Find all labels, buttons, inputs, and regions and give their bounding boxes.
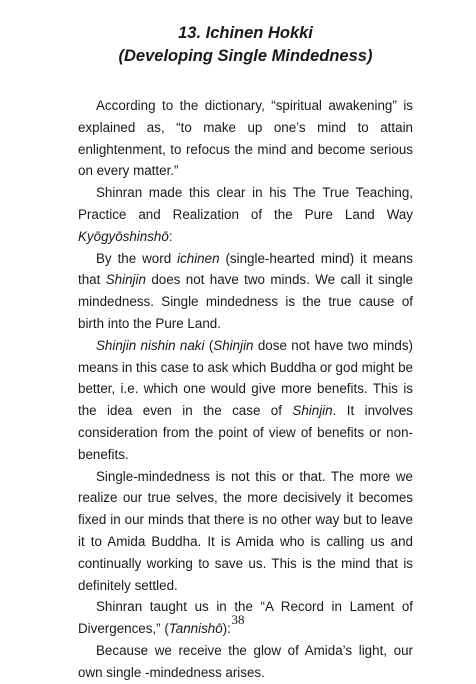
paragraph-7: Because we receive the glow of Amida’s light, our own single -mindedness arises. [78,642,413,680]
term-shinjin-3: Shinjin [292,403,333,419]
paragraph-3-text-b: (single-hearted mind) it means that [78,250,413,288]
paragraph-3 [78,248,413,335]
paragraph-1: According to the dictionary, “spiritual awakening” is explained as, “to make up one’s mind to attain enlightenment, to refocus the mind and become serious on every matter.” [78,98,413,179]
page-content [78,22,413,684]
paragraph-6-text-a: Shinran taught us in the “A Record in Lament of Divergences,” ( [78,599,413,637]
paragraph-4 [78,335,413,466]
book-title-kyogyoshinsho: Kyōgyōshinshō [78,228,169,244]
term-shinjin-2: Shinjin [213,337,254,353]
chapter-title-line-1: 13. Ichinen Hokki [178,24,313,42]
paragraph-4-text-c: . It involves consideration from the point of view of benefits or non-benefits. [78,403,413,462]
page-number: 38 [231,612,245,627]
term-ichinen: ichinen [177,250,220,266]
book-title-tannisho: Tannishō [168,621,223,637]
term-shinjin: Shinjin [105,272,146,288]
paragraph-3-text-c: does not have two minds. We call it single mindedness. Single mindedness is the true cause of birth into the Pure Land. [78,272,413,331]
paragraph-2 [78,182,413,247]
phrase-shinjin-nishin-naki: Shinjin nishin naki [96,337,205,353]
paragraph-4-text-b: dose not have two minds) means in this case to ask which Buddha or god might be better, i.e. which one would give more benefits. This is the idea even in the case of [78,337,413,419]
paragraph-2-colon: : [168,228,173,244]
paragraph-5: Single-mindedness is not this or that. The more we realize our true selves, the more decisively it becomes fixed in our minds that there is no other way but to leave it to Amida Buddha. It is Amida who is calling us and continually working to save us. This is the mind that is definitely settled. [78,468,413,593]
paragraph-4-text-a: ( [204,337,214,353]
chapter-title-line-2: (Developing Single Mindedness) [118,47,373,65]
paragraph-2-text: Shinran made this clear in his The True Teaching, Practice and Realization of the Pure Land Way [78,185,413,222]
chapter-title [78,22,413,68]
paragraph-6-text-b: ): [222,621,231,637]
body-text [78,95,413,684]
paragraph-3-text-a: By the word [96,250,178,266]
